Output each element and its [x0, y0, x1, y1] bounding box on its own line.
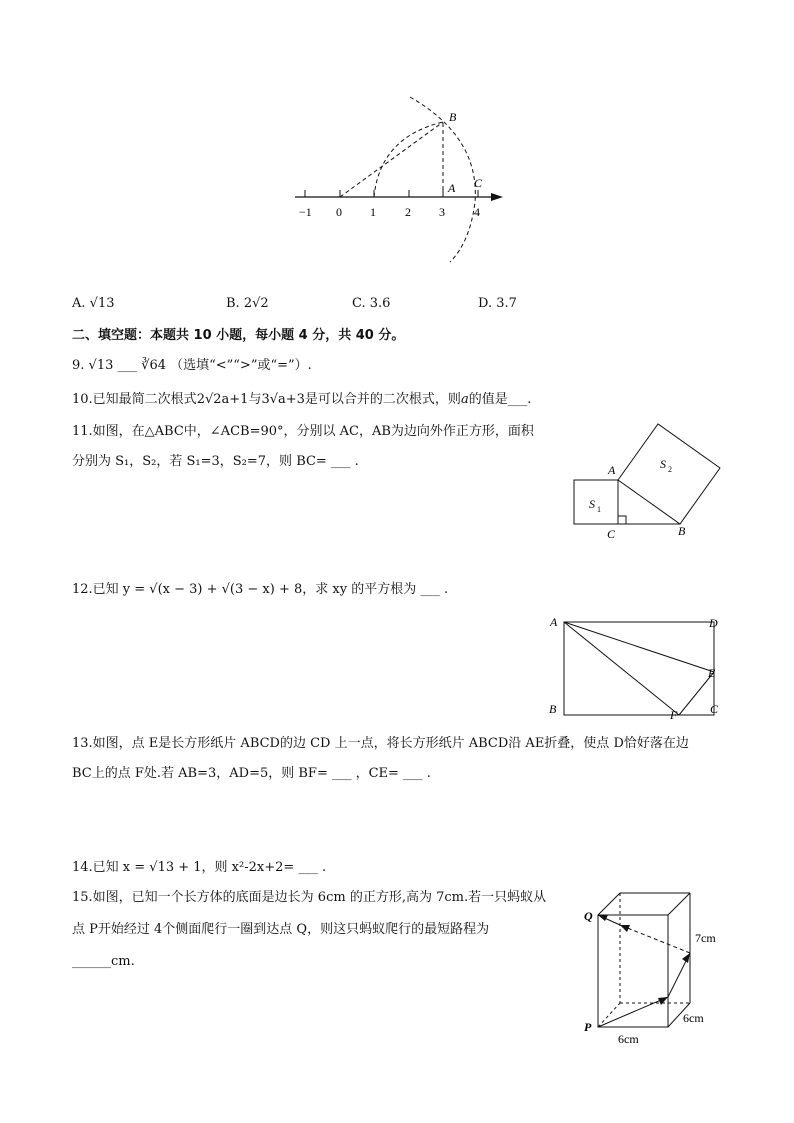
- choice-b: B. 2√2: [226, 296, 269, 311]
- label-e: E: [708, 666, 716, 680]
- point-label-a: A: [448, 181, 456, 195]
- label-f: F: [670, 708, 678, 722]
- label-b: B: [549, 702, 557, 716]
- tick-label: 3: [439, 205, 445, 219]
- point-label-b: B: [449, 110, 457, 124]
- label-a: A: [550, 615, 558, 629]
- label-s1-sub: 1: [597, 505, 601, 514]
- label-d: D: [709, 616, 718, 630]
- question-9: 9. √13 ___ ∛64 （选填“<”“>”或“=”）.: [72, 358, 312, 373]
- tick-label: −1: [299, 205, 312, 219]
- label-c: C: [710, 702, 719, 716]
- question-11-line1: 11.如图，在△ABC中，∠ACB=90°，分别以 AC，AB为边向外作正方形，面积: [72, 424, 534, 439]
- question-15-line2: 点 P开始经过 4个侧面爬行一圈到达点 Q，则这只蚂蚁爬行的最短路程为: [72, 922, 490, 937]
- tick-label: 4: [474, 205, 480, 219]
- question-15-line1: 15.如图，已知一个长方体的底面是边长为 6cm 的正方形,高为 7cm.若一只蚂蚁从: [72, 890, 547, 905]
- label-p: P: [584, 1020, 592, 1034]
- label-height: 7cm: [695, 931, 716, 945]
- label-width: 6cm: [618, 1032, 639, 1046]
- number-line-figure: [285, 92, 515, 267]
- question-13-line2: BC上的点 F处.若 AB=3，AD=5，则 BF= ___ ，CE= ___ .: [72, 766, 431, 781]
- label-c: C: [607, 527, 616, 541]
- choice-d: D. 3.7: [478, 296, 517, 311]
- question-14: 14.已知 x = √13 + 1，则 x²-2x+2= ___ .: [72, 860, 327, 875]
- tick-label: 1: [370, 205, 376, 219]
- question-12: 12.已知 y = √(x − 3) + √(3 − x) + 8，求 xy 的平方根为 ___ .: [72, 582, 449, 597]
- label-q: Q: [584, 909, 593, 923]
- tick-label: 2: [405, 205, 411, 219]
- squares-figure: [565, 418, 730, 543]
- question-15-line3: ______cm.: [72, 954, 135, 969]
- tick-label: 0: [336, 205, 342, 219]
- label-a: A: [608, 463, 616, 477]
- label-depth: 6cm: [683, 1011, 704, 1025]
- rectangle-fold-figure: [544, 612, 729, 724]
- label-b: B: [678, 524, 686, 538]
- section-header: 二、填空题：本题共 10 小题，每小题 4 分，共 40 分。: [72, 328, 405, 343]
- label-s2-sub: 2: [668, 465, 672, 474]
- choice-a: A. √13: [72, 296, 115, 311]
- point-label-c: C: [474, 176, 483, 190]
- label-s2: S: [660, 457, 666, 471]
- choice-c: C. 3.6: [352, 296, 391, 311]
- question-13-line1: 13.如图，点 E是长方形纸片 ABCD的边 CD 上一点，将长方形纸片 ABCD沿 AE折叠，使点 D恰好落在边: [72, 736, 689, 751]
- cuboid-figure: [578, 885, 728, 1050]
- label-s1: S: [589, 497, 595, 511]
- question-10: 10.已知最简二次根式2√2a+1与3√a+3是可以合并的二次根式，则a的值是___.: [72, 392, 532, 407]
- question-11-line2: 分别为 S₁，S₂，若 S₁=3，S₂=7，则 BC= ___ .: [72, 454, 359, 469]
